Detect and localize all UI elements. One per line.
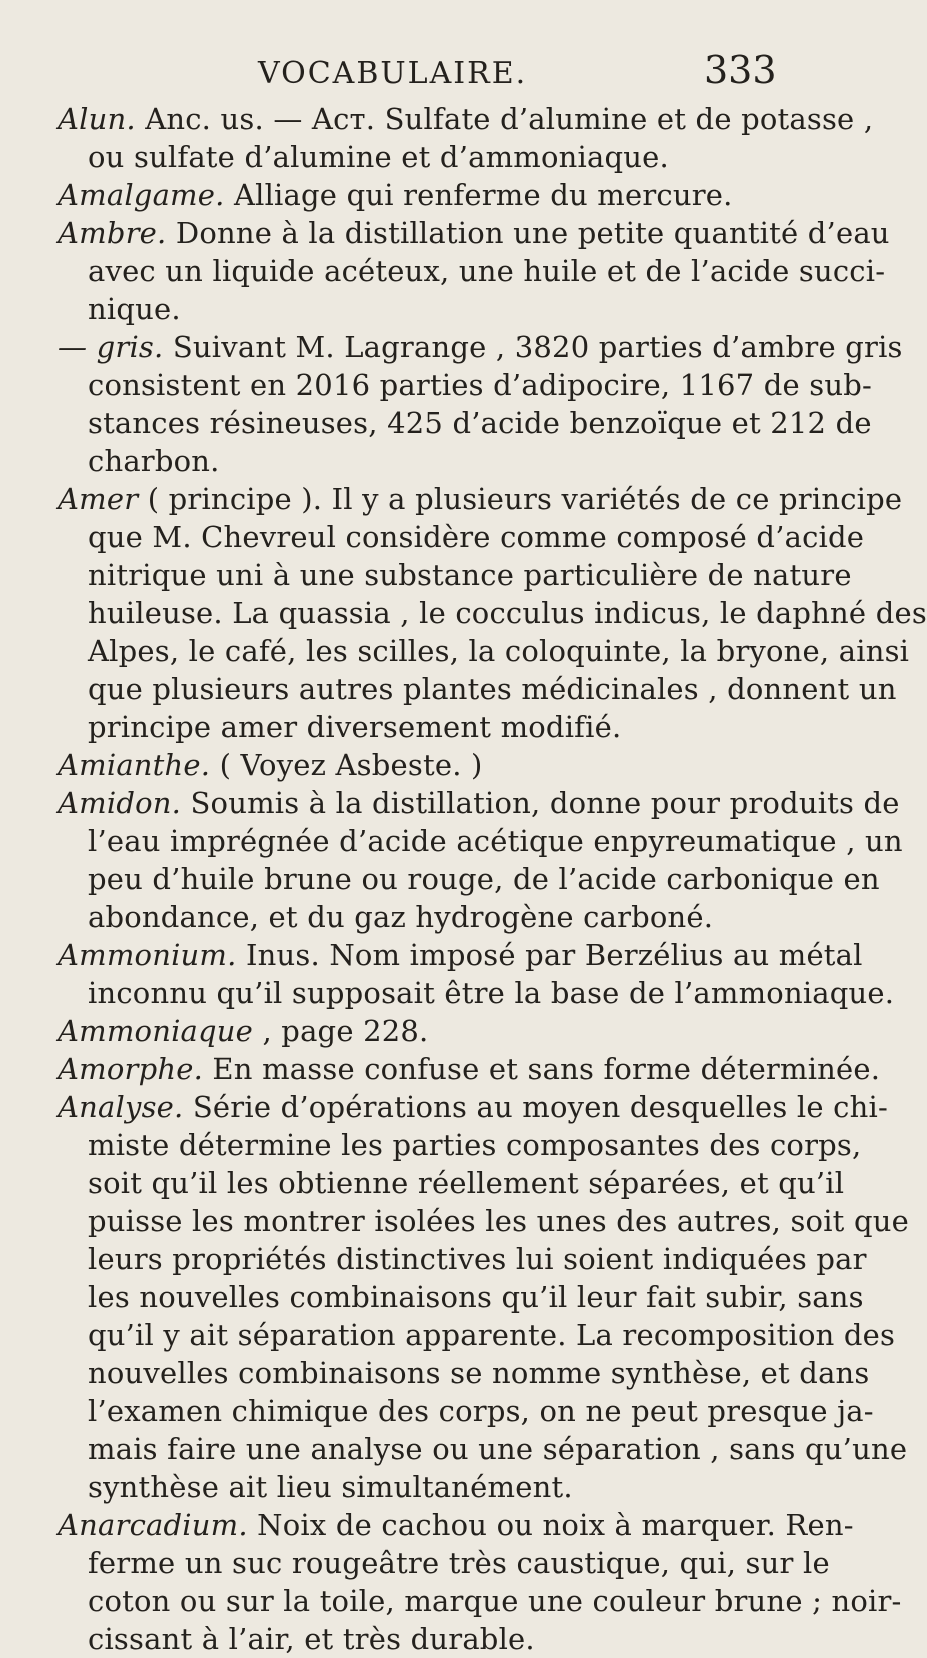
vocabulary-entry [0,214,890,328]
entry-first-line [0,784,900,822]
vocabulary-entry [0,936,895,1012]
entry-continuation-line [0,1468,778,1506]
entry-text: consistent en 2016 parties d’adipocire, 1167 de sub- [88,368,872,402]
entry-text: charbon. [88,444,220,478]
entry-first-line [0,1088,888,1126]
entry-text: Noix de cachou ou noix à marquer. Ren- [257,1508,854,1542]
entry-first-line [0,746,778,784]
entry-continuation-line [0,708,778,746]
entry-headword: Alun. [58,102,136,136]
entry-text: mais faire une analyse ou une séparation , sans qu’une [88,1432,908,1466]
entry-text: nouvelles combinaisons se nomme synthèse, et dans [88,1356,870,1390]
entry-text: nique. [88,292,181,326]
vocabulary-entry [0,176,800,214]
entry-continuation-line [0,518,865,556]
entry-text: Série d’opérations au moyen desquelles le chi- [192,1090,888,1124]
entry-first-line [0,176,778,214]
vocabulary-entry [0,1088,909,1506]
entry-text: Inus. Nom imposé par Berzélius au métal [245,938,863,972]
entry-continuation-line [0,404,872,442]
page-number: 333 [704,48,777,92]
entry-headword: Amianthe. [58,748,211,782]
entry-continuation-line [0,1544,830,1582]
entry-text: inconnu qu’il supposait être la base de l’ammoniaque. [88,976,895,1010]
entry-headword: Amidon. [58,786,182,820]
page-header [0,48,800,98]
entry-headword: Ammonium. [58,938,237,972]
entry-text: Suivant M. Lagrange , 3820 parties d’ambre gris [172,330,903,364]
vocabulary-entry [0,784,903,936]
entry-headword: Analyse. [58,1090,184,1124]
entry-text: leurs propriétés distinctives lui soient indiquées par [88,1242,867,1276]
entry-continuation-line [0,594,927,632]
entry-continuation-line [0,1202,909,1240]
entry-text: synthèse ait lieu simultanément. [88,1470,573,1504]
entry-headword: — gris. [58,330,164,364]
vocabulary-entry [0,746,800,784]
entry-text: ( principe ). Il y a plusieurs variétés de ce principe [147,482,903,516]
vocabulary-entry [0,1012,800,1050]
entry-first-line [0,1050,881,1088]
entry-text: avec un liquide acéteux, une huile et de l’acide succi- [88,254,886,288]
entry-first-line [0,1012,778,1050]
entry-text: que M. Chevreul considère comme composé d’acide [88,520,865,554]
entry-continuation-line [0,860,880,898]
entry-continuation-line [0,670,897,708]
vocabulary-entries [0,100,927,1658]
entry-continuation-line [0,1126,862,1164]
entry-text: nitrique uni à une substance particulière de nature [88,558,852,592]
vocabulary-entry [0,328,903,480]
entry-continuation-line [0,252,886,290]
vocabulary-entry [0,480,927,746]
entry-continuation-line [0,1430,908,1468]
entry-first-line [0,936,863,974]
entry-text: ( Voyez Asbeste. ) [219,748,483,782]
entry-text: abondance, et du gaz hydrogène carboné. [88,900,714,934]
entry-text: qu’il y ait séparation apparente. La recomposition des [88,1318,896,1352]
entry-continuation-line [0,1354,870,1392]
entry-continuation-line [0,974,895,1012]
entry-headword: Amorphe. [58,1052,203,1086]
entry-continuation-line [0,442,778,480]
entry-text: stances résineuses, 425 d’acide benzoïque et 212 de [88,406,872,440]
entry-continuation-line [0,138,778,176]
entry-text: l’eau imprégnée d’acide acétique enpyreumatique , un [88,824,903,858]
entry-first-line [0,1506,854,1544]
entry-text: soit qu’il les obtienne réellement séparées, et qu’il [88,1166,845,1200]
entry-headword: Anarcadium. [58,1508,248,1542]
vocabulary-entry [0,1050,881,1088]
entry-text: Donne à la distillation une petite quantité d’eau [175,216,890,250]
entry-first-line [0,480,903,518]
entry-first-line [0,328,903,366]
vocabulary-entry [0,1506,902,1658]
entry-continuation-line [0,1582,902,1620]
entry-continuation-line [0,1392,874,1430]
entry-text: les nouvelles combinaisons qu’il leur fait subir, sans [88,1280,864,1314]
entry-headword: Amer [58,482,139,516]
entry-text: que plusieurs autres plantes médicinales , donnent un [88,672,897,706]
entry-text: , page 228. [262,1014,429,1048]
entry-continuation-line [0,1278,864,1316]
entry-first-line [0,100,874,138]
entry-text: huileuse. La quassia , le cocculus indicus, le daphné des [88,596,927,630]
entry-text: ferme un suc rougeâtre très caustique, qui, sur le [88,1546,830,1580]
entry-text: peu d’huile brune ou rouge, de l’acide carbonique en [88,862,880,896]
entry-text: coton ou sur la toile, marque une couleur brune ; noir- [88,1584,902,1618]
entry-text: ou sulfate d’alumine et d’ammoniaque. [88,140,669,174]
entry-continuation-line [0,290,778,328]
entry-continuation-line [0,898,778,936]
entry-continuation-line [0,822,903,860]
entry-headword: Ammoniaque [58,1014,254,1048]
entry-continuation-line [0,1620,778,1658]
entry-continuation-line [0,556,852,594]
entry-continuation-line [0,1164,845,1202]
entry-text: l’examen chimique des corps, on ne peut presque ja- [88,1394,874,1428]
vocabulary-entry [0,100,874,176]
running-title: VOCABULAIRE. [258,56,528,91]
entry-text: Alliage qui renferme du mercure. [233,178,733,212]
entry-continuation-line [0,632,910,670]
entry-text: Alpes, le café, les scilles, la coloquinte, la bryone, ainsi [88,634,910,668]
entry-text: principe amer diversement modifié. [88,710,622,744]
entry-continuation-line [0,1240,867,1278]
entry-text: cissant à l’air, et très durable. [88,1622,535,1656]
entry-text: Soumis à la distillation, donne pour produits de [190,786,900,820]
entry-first-line [0,214,890,252]
entry-continuation-line [0,366,872,404]
entry-text: puisse les montrer isolées les unes des autres, soit que [88,1204,909,1238]
entry-headword: Amalgame. [58,178,225,212]
entry-text: En masse confuse et sans forme déterminée. [212,1052,881,1086]
entry-text: Anc. us. — Acт. Sulfate d’alumine et de potasse , [145,102,874,136]
entry-headword: Ambre. [58,216,167,250]
entry-continuation-line [0,1316,896,1354]
entry-text: miste détermine les parties composantes des corps, [88,1128,862,1162]
